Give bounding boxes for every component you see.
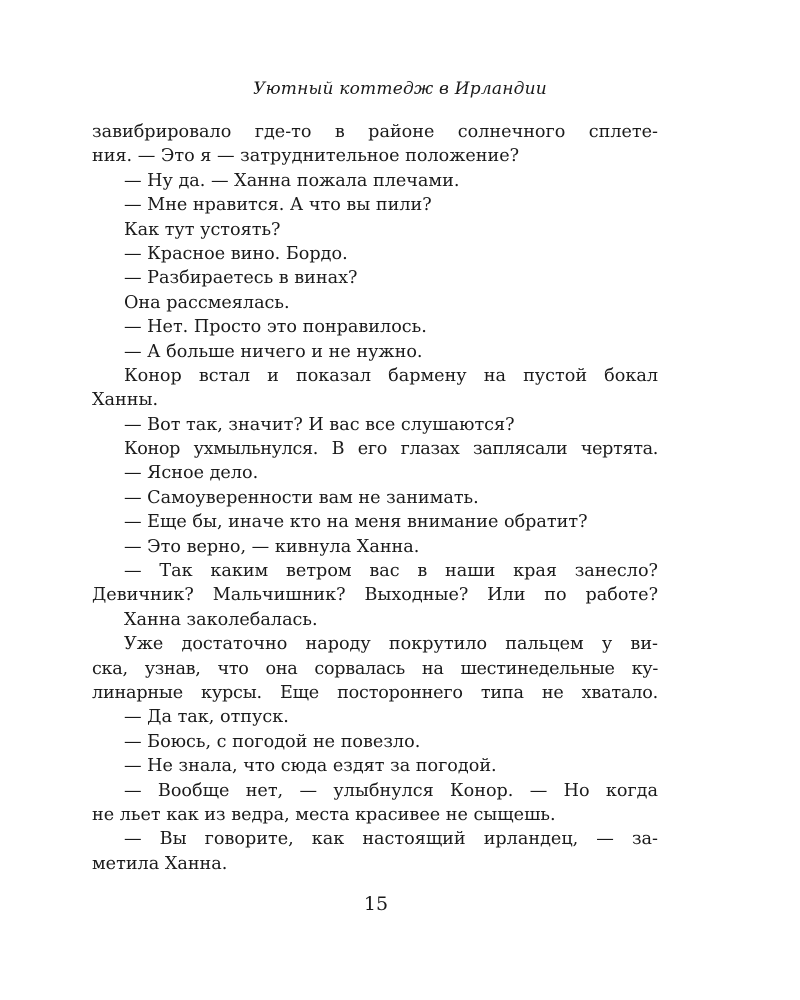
text-line: Ханна заколебалась. xyxy=(124,609,318,630)
text-line: Девичник? Мальчишник? Выходные? Или по работе? xyxy=(92,585,658,606)
text-line: — Разбираетесь в винах? xyxy=(124,268,358,289)
text-line: Ханны. xyxy=(92,390,159,411)
text-line: — Боюсь, с погодой не повезло. xyxy=(124,731,421,752)
text-line: — Еще бы, иначе кто на меня внимание обратит? xyxy=(124,512,588,533)
text-line: — Вот так, значит? И вас все слушаются? xyxy=(124,414,515,435)
text-line: — Самоуверенности вам не занимать. xyxy=(124,487,479,508)
text-line: — Красное вино. Бордо. xyxy=(124,243,348,264)
text-line: завибрировало где-то в районе солнечного сплете- xyxy=(92,122,658,142)
body-text xyxy=(92,120,658,876)
text-line: Как тут устоять? xyxy=(124,219,281,240)
page-number: 15 xyxy=(363,893,389,915)
text-line: Конор ухмыльнулся. В его глазах заплясали чертята. xyxy=(124,439,658,460)
text-line: — Вы говорите, как настоящий ирландец, — за- xyxy=(124,829,658,850)
text-line: метила Ханна. xyxy=(92,853,228,874)
text-line: не льет как из ведра, места красивее не сыщешь. xyxy=(92,804,556,825)
text-line: — Ну да. — Ханна пожала плечами. xyxy=(124,170,460,191)
text-line: ска, узнав, что она сорвалась на шестинедельные ку- xyxy=(92,658,658,679)
text-line: — Это верно, — кивнула Ханна. xyxy=(124,536,420,557)
text-line: — Так каким ветром вас в наши края занесло? xyxy=(124,561,658,582)
text-line: — А больше ничего и не нужно. xyxy=(124,341,423,362)
text-line: Она рассмеялась. xyxy=(124,292,290,313)
text-line: — Ясное дело. xyxy=(124,463,259,484)
text-line: линарные курсы. Еще постороннего типа не хватало. xyxy=(92,682,658,703)
text-line: — Нет. Просто это понравилось. xyxy=(124,317,427,338)
running-head: Уютный коттедж в Ирландии xyxy=(253,79,547,99)
text-line: Уже достаточно народу покрутило пальцем у ви- xyxy=(124,634,658,655)
text-line: ния. — Это я — затруднительное положение? xyxy=(92,146,520,167)
text-line: — Мне нравится. А что вы пили? xyxy=(124,195,432,216)
text-line: — Вообще нет, — улыбнулся Конор. — Но когда xyxy=(124,780,658,801)
text-line: — Не знала, что сюда ездят за погодой. xyxy=(124,756,497,777)
text-line: Конор встал и показал бармену на пустой бокал xyxy=(124,365,658,386)
text-line: — Да так, отпуск. xyxy=(124,707,289,728)
